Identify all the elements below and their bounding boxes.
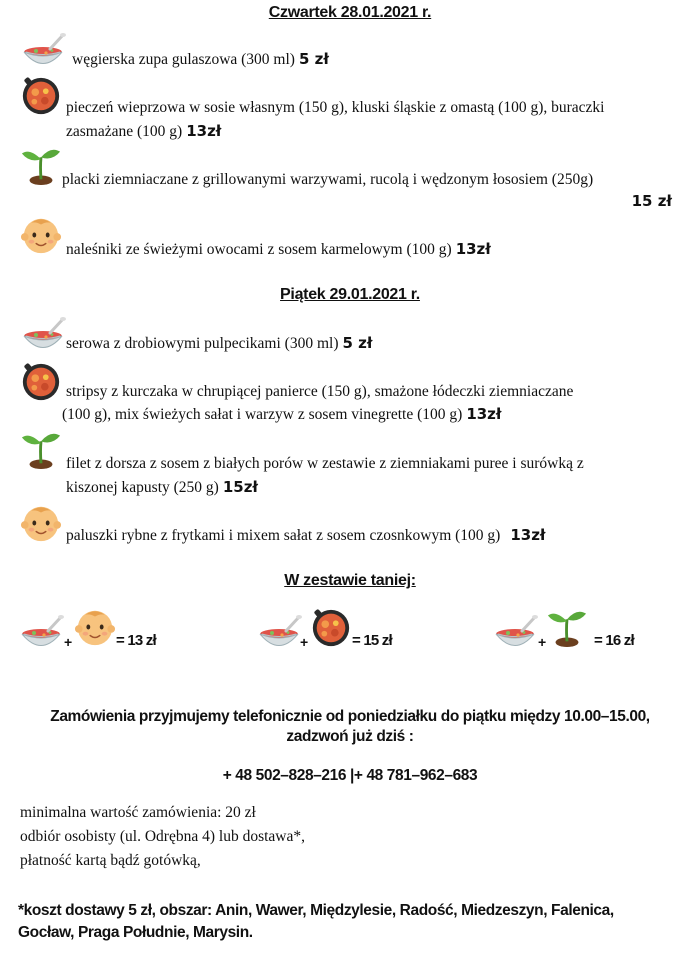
combo-price: = 13 zł: [116, 632, 156, 649]
delivery-info-line1: *koszt dostawy 5 zł, obszar: Anin, Wawer, Międzylesie, Radość, Miedzeszyn, Falenica,: [18, 902, 614, 919]
day-title-thursday: Czwartek 28.01.2021 r.: [268, 4, 432, 21]
menu-item-price: 13zł: [186, 122, 222, 140]
min-order-value: minimalna wartość zamówienia: 20 zł: [20, 804, 256, 821]
soup-bowl-icon: [22, 314, 66, 354]
menu-item: [66, 120, 221, 144]
pan-food-icon: [20, 360, 62, 402]
menu-item-price: 5 zł: [298, 50, 329, 68]
menu-item: [62, 403, 501, 427]
menu-item: [66, 380, 573, 404]
pickup-info: odbiór osobisty (ul. Odrębna 4) lub dostawa*,: [20, 828, 305, 845]
plus-sign: +: [64, 634, 73, 650]
menu-item: [66, 452, 584, 476]
orders-info-line2: zadzwoń już dziś :: [286, 728, 414, 745]
seedling-icon: [20, 144, 62, 186]
menu-item-text: serowa z drobiowymi pulpecikami (300 ml): [66, 335, 339, 352]
menu-item: [66, 524, 546, 548]
menu-item: [66, 96, 604, 120]
soup-bowl-icon: [258, 612, 302, 652]
menu-item-text: paluszki rybne z frytkami i mixem sałat z sosem czosnkowym (100 g): [66, 527, 501, 544]
day-title-friday: Piątek 29.01.2021 r.: [280, 286, 420, 303]
menu-item-price: 13zł: [510, 526, 546, 544]
menu-item-text: naleśniki ze świeżymi owocami z sosem karmelowym (100 g): [66, 241, 452, 258]
plus-sign: +: [300, 634, 309, 650]
soup-bowl-icon: [22, 30, 66, 70]
plus-sign: +: [538, 634, 547, 650]
phone-numbers: + 48 502–828–216 |+ 48 781–962–683: [222, 767, 478, 784]
payment-info: płatność kartą bądź gotówką,: [20, 852, 201, 869]
menu-item: [66, 332, 372, 356]
menu-item-text: stripsy z kurczaka w chrupiącej panierce (150 g), smażone łódeczki ziemniaczane: [66, 383, 574, 400]
baby-face-icon: [74, 606, 116, 648]
menu-item-price: 13zł: [466, 405, 502, 423]
orders-info-line1: Zamówienia przyjmujemy telefonicznie od poniedziałku do piątku między 10.00–15.00,: [50, 708, 650, 725]
delivery-info-line2: Gocław, Praga Południe, Marysin.: [18, 924, 253, 941]
menu-item-text: filet z dorsza z sosem z białych porów w zestawie z ziemniakami puree i surówką z: [66, 455, 584, 472]
combo-title: W zestawie taniej:: [284, 572, 416, 589]
pan-food-icon: [20, 74, 62, 116]
seedling-icon: [20, 428, 62, 470]
seedling-icon: [546, 606, 588, 648]
menu-item-price: 15zł: [222, 478, 258, 496]
menu-item-text: pieczeń wieprzowa w sosie własnym (150 g), kluski śląskie z omastą (100 g), buraczki: [66, 99, 605, 116]
baby-face-icon: [20, 502, 62, 544]
menu-item: [62, 168, 593, 192]
menu-item-text: placki ziemniaczane z grillowanymi warzywami, rucolą i wędzonym łososiem (250g): [62, 171, 594, 188]
combo-price: = 15 zł: [352, 632, 392, 649]
pan-food-icon: [310, 606, 352, 648]
menu-item: [72, 48, 329, 72]
menu-item: [66, 476, 258, 500]
menu-item-text: kiszonej kapusty (250 g): [66, 479, 219, 496]
baby-face-icon: [20, 214, 62, 256]
menu-item-text: zasmażane (100 g): [66, 123, 183, 140]
menu-item-price: 15 zł: [631, 192, 672, 210]
menu-item-text: (100 g), mix świeżych sałat i warzyw z sosem vinegrette (100 g): [62, 406, 463, 423]
soup-bowl-icon: [494, 612, 538, 652]
combo-price: = 16 zł: [594, 632, 634, 649]
menu-item: [66, 238, 491, 262]
menu-item-text: węgierska zupa gulaszowa (300 ml): [72, 51, 295, 68]
soup-bowl-icon: [20, 612, 64, 652]
menu-item-price: 5 zł: [342, 334, 373, 352]
menu-item-price: 13zł: [455, 240, 491, 258]
